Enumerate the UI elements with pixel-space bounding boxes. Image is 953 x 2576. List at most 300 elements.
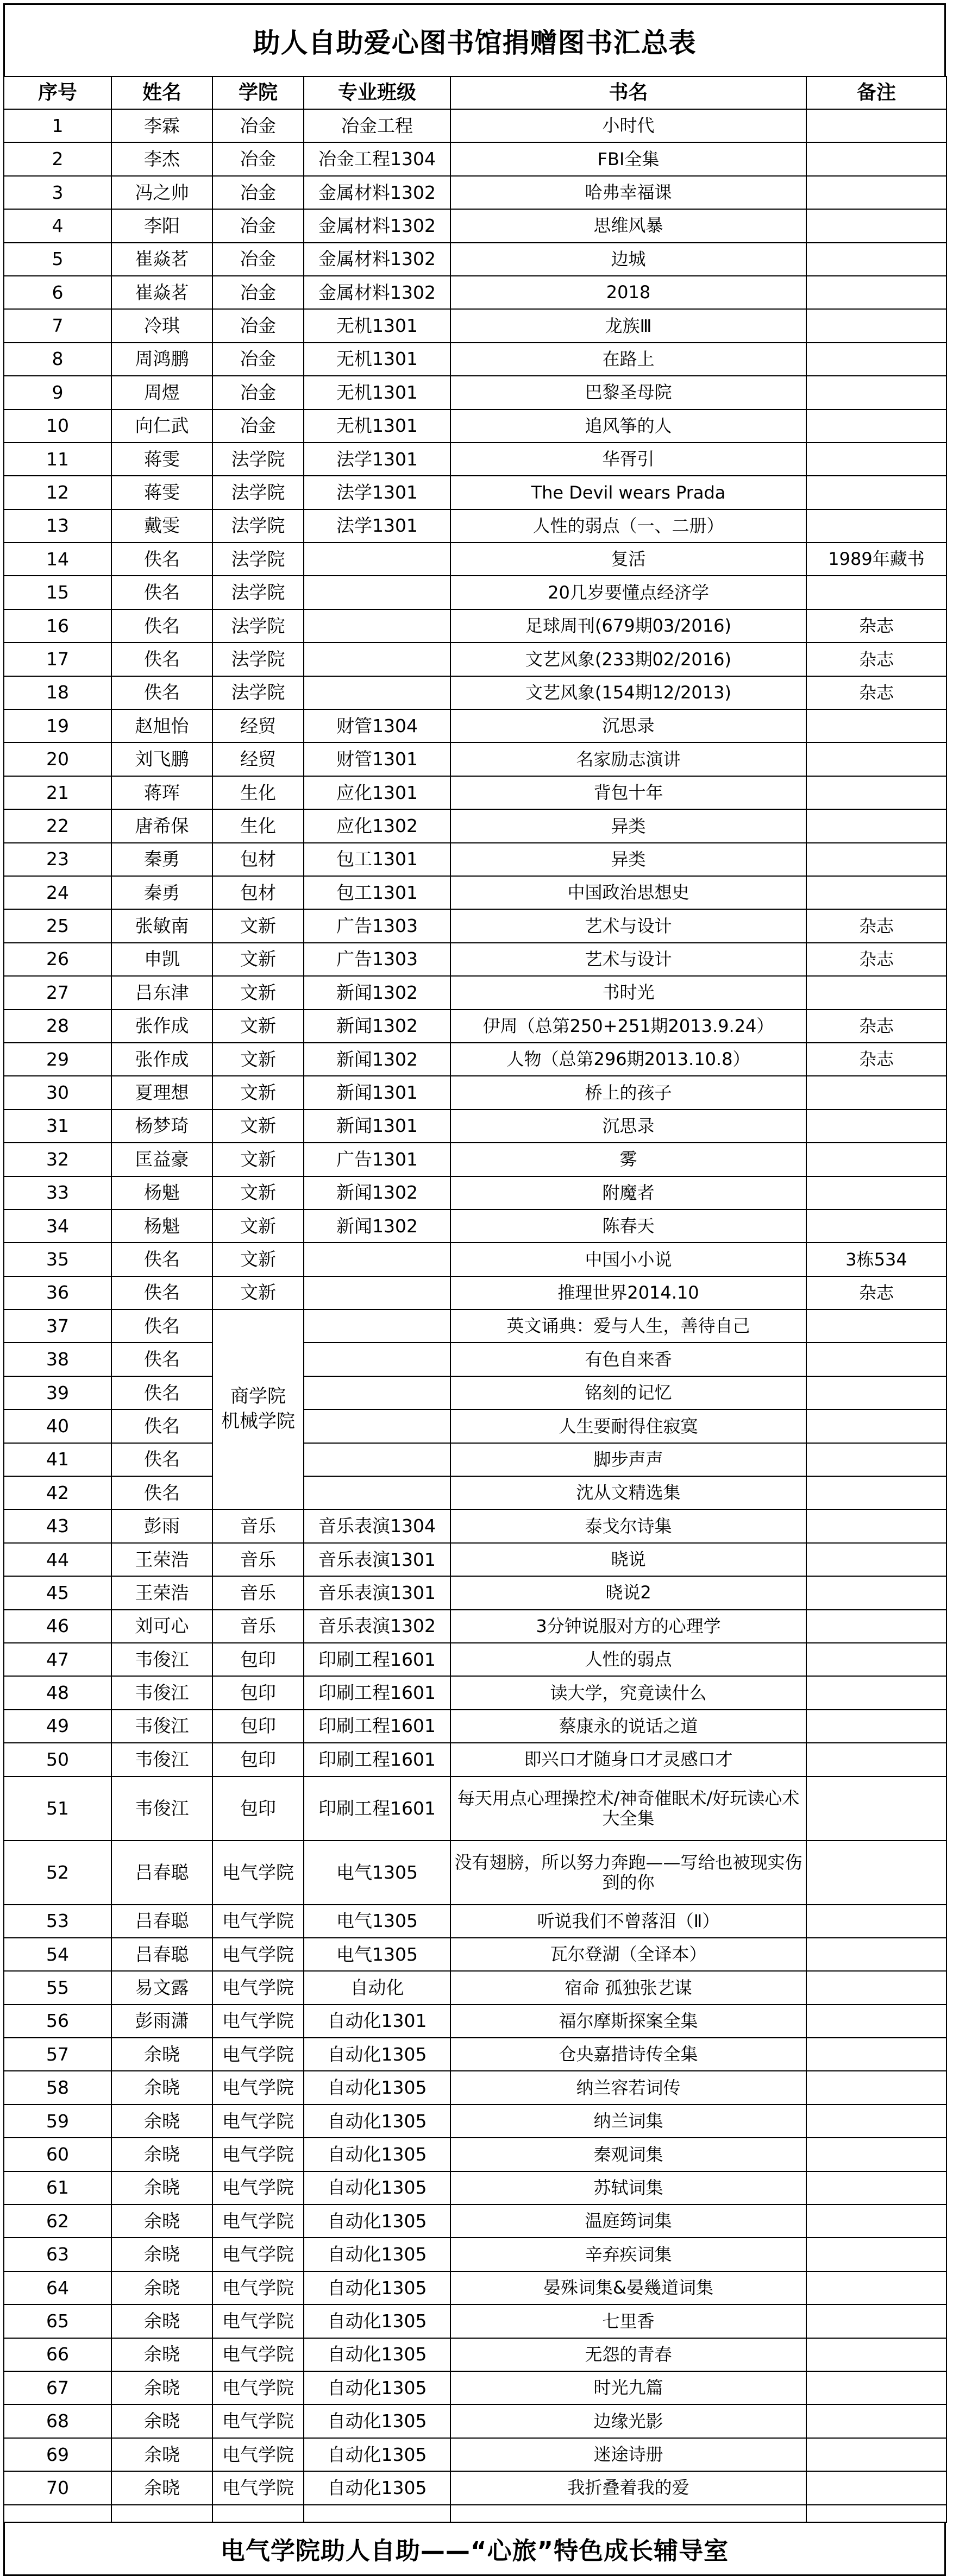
blank-cell bbox=[4, 2505, 111, 2522]
cell-college: 文新 bbox=[212, 1010, 304, 1043]
cell-name: 余晓 bbox=[111, 2171, 212, 2205]
cell-book: 艺术与设计 bbox=[450, 943, 806, 976]
cell-note bbox=[806, 410, 946, 443]
table-row bbox=[4, 1376, 946, 1409]
cell-index: 31 bbox=[4, 1110, 111, 1143]
cell-class: 包工1301 bbox=[304, 876, 450, 909]
cell-college: 电气学院 bbox=[212, 1938, 304, 1971]
table-row bbox=[4, 1971, 946, 2004]
cell-index: 49 bbox=[4, 1710, 111, 1743]
cell-college: 电气学院 bbox=[212, 2171, 304, 2205]
cell-name: 韦俊江 bbox=[111, 1676, 212, 1709]
cell-name: 余晓 bbox=[111, 2371, 212, 2404]
cell-name: 张作成 bbox=[111, 1010, 212, 1043]
cell-note: 杂志 bbox=[806, 909, 946, 942]
cell-note bbox=[806, 1905, 946, 1938]
cell-book: 即兴口才随身口才灵感口才 bbox=[450, 1743, 806, 1776]
page-title: 助人自助爱心图书馆捐赠图书汇总表 bbox=[3, 3, 946, 76]
cell-note bbox=[806, 2171, 946, 2205]
cell-note bbox=[806, 2404, 946, 2438]
cell-index: 10 bbox=[4, 410, 111, 443]
cell-class bbox=[304, 643, 450, 676]
cell-note bbox=[806, 1443, 946, 1476]
cell-note bbox=[806, 742, 946, 776]
cell-name: 佚名 bbox=[111, 1243, 212, 1276]
table-row bbox=[4, 1343, 946, 1376]
cell-book: 思维风暴 bbox=[450, 209, 806, 242]
cell-class: 新闻1302 bbox=[304, 976, 450, 1009]
table-row bbox=[4, 609, 946, 643]
cell-name: 唐希保 bbox=[111, 809, 212, 842]
cell-index: 24 bbox=[4, 876, 111, 909]
cell-note bbox=[806, 1176, 946, 1210]
cell-note: 3栋534 bbox=[806, 1243, 946, 1276]
table-row bbox=[4, 1643, 946, 1676]
cell-name: 周鸿鹏 bbox=[111, 343, 212, 376]
cell-college: 法学院 bbox=[212, 543, 304, 576]
cell-book: 陈春天 bbox=[450, 1210, 806, 1243]
cell-note: 杂志 bbox=[806, 1010, 946, 1043]
table-row bbox=[4, 576, 946, 609]
cell-index: 43 bbox=[4, 1509, 111, 1542]
cell-note bbox=[806, 376, 946, 409]
cell-book: 文艺风象(154期12/2013) bbox=[450, 676, 806, 709]
cell-name: 易文露 bbox=[111, 1971, 212, 2004]
cell-note bbox=[806, 309, 946, 342]
cell-name: 余晓 bbox=[111, 2338, 212, 2371]
cell-book: 晓说2 bbox=[450, 1576, 806, 1609]
cell-note bbox=[806, 1110, 946, 1143]
cell-index: 52 bbox=[4, 1841, 111, 1905]
cell-name: 戴雯 bbox=[111, 509, 212, 543]
cell-college: 电气学院 bbox=[212, 2371, 304, 2404]
cell-note bbox=[806, 1710, 946, 1743]
cell-name: 秦勇 bbox=[111, 876, 212, 909]
cell-name: 佚名 bbox=[111, 1276, 212, 1309]
header-name: 姓名 bbox=[111, 77, 212, 109]
cell-index: 50 bbox=[4, 1743, 111, 1776]
cell-note bbox=[806, 1743, 946, 1776]
cell-book: 纳兰容若词传 bbox=[450, 2071, 806, 2104]
cell-class: 新闻1301 bbox=[304, 1110, 450, 1143]
table-row bbox=[4, 109, 946, 142]
cell-name: 彭雨潇 bbox=[111, 2005, 212, 2038]
cell-college: 电气学院 bbox=[212, 2438, 304, 2471]
cell-note: 杂志 bbox=[806, 609, 946, 643]
cell-college: 电气学院 bbox=[212, 2404, 304, 2438]
cell-name: 佚名 bbox=[111, 1476, 212, 1509]
cell-name: 赵旭怡 bbox=[111, 709, 212, 742]
cell-index: 14 bbox=[4, 543, 111, 576]
table-row bbox=[4, 2404, 946, 2438]
cell-name: 王荣浩 bbox=[111, 1543, 212, 1576]
cell-class: 音乐表演1301 bbox=[304, 1543, 450, 1576]
table-row bbox=[4, 1210, 946, 1243]
cell-college: 电气学院 bbox=[212, 1905, 304, 1938]
cell-note bbox=[806, 2271, 946, 2304]
table-row bbox=[4, 476, 946, 509]
cell-note bbox=[806, 1971, 946, 2004]
cell-note bbox=[806, 2238, 946, 2271]
table-row bbox=[4, 2138, 946, 2171]
table-row bbox=[4, 2471, 946, 2504]
cell-college: 冶金 bbox=[212, 309, 304, 342]
cell-index: 68 bbox=[4, 2404, 111, 2438]
cell-index: 2 bbox=[4, 142, 111, 175]
cell-class: 自动化1305 bbox=[304, 2271, 450, 2304]
cell-name: 秦勇 bbox=[111, 843, 212, 876]
cell-college: 电气学院 bbox=[212, 1841, 304, 1905]
table-row bbox=[4, 843, 946, 876]
cell-name: 向仁武 bbox=[111, 410, 212, 443]
cell-book: 20几岁要懂点经济学 bbox=[450, 576, 806, 609]
cell-index: 59 bbox=[4, 2105, 111, 2138]
cell-book: 瓦尔登湖（全译本） bbox=[450, 1938, 806, 1971]
cell-book: 晏殊词集&晏幾道词集 bbox=[450, 2271, 806, 2304]
cell-name: 余晓 bbox=[111, 2071, 212, 2104]
cell-index: 22 bbox=[4, 809, 111, 842]
cell-class: 自动化1305 bbox=[304, 2338, 450, 2371]
cell-book: 秦观词集 bbox=[450, 2138, 806, 2171]
cell-index: 38 bbox=[4, 1343, 111, 1376]
cell-book: 附魔者 bbox=[450, 1176, 806, 1210]
cell-index: 27 bbox=[4, 976, 111, 1009]
table-row bbox=[4, 410, 946, 443]
table-row bbox=[4, 176, 946, 209]
cell-index: 17 bbox=[4, 643, 111, 676]
cell-index: 40 bbox=[4, 1409, 111, 1443]
cell-index: 6 bbox=[4, 276, 111, 309]
table-row bbox=[4, 1938, 946, 1971]
cell-college: 冶金 bbox=[212, 142, 304, 175]
cell-college: 电气学院 bbox=[212, 2038, 304, 2071]
cell-college: 文新 bbox=[212, 1176, 304, 1210]
cell-book: 小时代 bbox=[450, 109, 806, 142]
cell-index: 64 bbox=[4, 2271, 111, 2304]
cell-class: 自动化1305 bbox=[304, 2404, 450, 2438]
cell-name: 余晓 bbox=[111, 2404, 212, 2438]
cell-class: 新闻1302 bbox=[304, 1210, 450, 1243]
cell-book: 仓央嘉措诗传全集 bbox=[450, 2038, 806, 2071]
table-row bbox=[4, 376, 946, 409]
cell-college: 文新 bbox=[212, 943, 304, 976]
cell-college: 文新 bbox=[212, 1243, 304, 1276]
cell-college: 电气学院 bbox=[212, 2304, 304, 2338]
cell-name: 余晓 bbox=[111, 2238, 212, 2271]
cell-book: 边城 bbox=[450, 243, 806, 276]
cell-note: 杂志 bbox=[806, 943, 946, 976]
cell-name: 李霖 bbox=[111, 109, 212, 142]
blank-cell bbox=[212, 2505, 304, 2522]
blank-cell bbox=[806, 2505, 946, 2522]
cell-note bbox=[806, 976, 946, 1009]
cell-college: 文新 bbox=[212, 1276, 304, 1309]
cell-note bbox=[806, 1841, 946, 1905]
cell-note bbox=[806, 2038, 946, 2071]
table-row bbox=[4, 276, 946, 309]
header-note: 备注 bbox=[806, 77, 946, 109]
cell-class bbox=[304, 1376, 450, 1409]
cell-note bbox=[806, 476, 946, 509]
cell-index: 36 bbox=[4, 1276, 111, 1309]
cell-book: 在路上 bbox=[450, 343, 806, 376]
cell-index: 45 bbox=[4, 1576, 111, 1609]
table-row bbox=[4, 1176, 946, 1210]
cell-note bbox=[806, 1476, 946, 1509]
cell-name: 余晓 bbox=[111, 2138, 212, 2171]
cell-book: 泰戈尔诗集 bbox=[450, 1509, 806, 1542]
table-row bbox=[4, 2038, 946, 2071]
cell-book: 每天用点心理操控术/神奇催眠术/好玩读心术大全集 bbox=[450, 1777, 806, 1841]
cell-note bbox=[806, 2105, 946, 2138]
cell-college: 文新 bbox=[212, 1043, 304, 1076]
cell-class: 无机1301 bbox=[304, 410, 450, 443]
cell-name: 张作成 bbox=[111, 1043, 212, 1076]
cell-class: 包工1301 bbox=[304, 843, 450, 876]
table-row bbox=[4, 1076, 946, 1109]
cell-class: 音乐表演1304 bbox=[304, 1509, 450, 1542]
cell-college: 音乐 bbox=[212, 1543, 304, 1576]
cell-note bbox=[806, 1343, 946, 1376]
cell-index: 34 bbox=[4, 1210, 111, 1243]
cell-book: 推理世界2014.10 bbox=[450, 1276, 806, 1309]
cell-index: 3 bbox=[4, 176, 111, 209]
table-row bbox=[4, 1243, 946, 1276]
cell-name: 蒋雯 bbox=[111, 443, 212, 476]
cell-note bbox=[806, 2371, 946, 2404]
cell-college: 法学院 bbox=[212, 643, 304, 676]
cell-note bbox=[806, 576, 946, 609]
cell-book: 边缘光影 bbox=[450, 2404, 806, 2438]
table-body bbox=[4, 109, 946, 2522]
table-row bbox=[4, 1777, 946, 1841]
cell-book: 巴黎圣母院 bbox=[450, 376, 806, 409]
cell-class bbox=[304, 1309, 450, 1343]
cell-index: 55 bbox=[4, 1971, 111, 2004]
table-row bbox=[4, 1676, 946, 1709]
cell-class: 冶金工程1304 bbox=[304, 142, 450, 175]
table-row bbox=[4, 2338, 946, 2371]
header-row bbox=[4, 77, 946, 109]
cell-college: 音乐 bbox=[212, 1576, 304, 1609]
cell-class: 自动化1305 bbox=[304, 2138, 450, 2171]
cell-note bbox=[806, 509, 946, 543]
cell-class: 自动化1305 bbox=[304, 2438, 450, 2471]
cell-name: 杨梦琦 bbox=[111, 1110, 212, 1143]
cell-index: 30 bbox=[4, 1076, 111, 1109]
cell-name: 吕春聪 bbox=[111, 1905, 212, 1938]
cell-class bbox=[304, 543, 450, 576]
cell-book: 苏轼词集 bbox=[450, 2171, 806, 2205]
cell-college: 法学院 bbox=[212, 443, 304, 476]
cell-index: 37 bbox=[4, 1309, 111, 1343]
cell-index: 18 bbox=[4, 676, 111, 709]
cell-name: 杨魁 bbox=[111, 1210, 212, 1243]
cell-class: 自动化1301 bbox=[304, 2005, 450, 2038]
cell-book: 雾 bbox=[450, 1143, 806, 1176]
cell-book: 文艺风象(233期02/2016) bbox=[450, 643, 806, 676]
cell-note bbox=[806, 109, 946, 142]
cell-name: 佚名 bbox=[111, 1376, 212, 1409]
cell-index: 1 bbox=[4, 109, 111, 142]
cell-class bbox=[304, 1276, 450, 1309]
cell-book: 异类 bbox=[450, 809, 806, 842]
cell-index: 53 bbox=[4, 1905, 111, 1938]
cell-index: 67 bbox=[4, 2371, 111, 2404]
cell-class bbox=[304, 1343, 450, 1376]
blank-cell bbox=[304, 2505, 450, 2522]
table-row bbox=[4, 2171, 946, 2205]
cell-class: 印刷工程1601 bbox=[304, 1676, 450, 1709]
cell-note bbox=[806, 2471, 946, 2504]
cell-name: 周煜 bbox=[111, 376, 212, 409]
cell-note bbox=[806, 276, 946, 309]
cell-class: 金属材料1302 bbox=[304, 243, 450, 276]
header-college: 学院 bbox=[212, 77, 304, 109]
cell-note: 杂志 bbox=[806, 643, 946, 676]
cell-college: 包印 bbox=[212, 1777, 304, 1841]
header-book: 书名 bbox=[450, 77, 806, 109]
donation-table bbox=[3, 76, 947, 2523]
cell-note bbox=[806, 1610, 946, 1643]
table-row bbox=[4, 1743, 946, 1776]
cell-college: 文新 bbox=[212, 1143, 304, 1176]
cell-book: 沉思录 bbox=[450, 709, 806, 742]
cell-book: 人性的弱点 bbox=[450, 1643, 806, 1676]
cell-college: 电气学院 bbox=[212, 2138, 304, 2171]
table-row bbox=[4, 976, 946, 1009]
table-row bbox=[4, 776, 946, 809]
table-row bbox=[4, 243, 946, 276]
cell-name: 吕春聪 bbox=[111, 1938, 212, 1971]
cell-name: 余晓 bbox=[111, 2304, 212, 2338]
table-row bbox=[4, 543, 946, 576]
cell-class: 法学1301 bbox=[304, 443, 450, 476]
cell-index: 65 bbox=[4, 2304, 111, 2338]
cell-class bbox=[304, 1243, 450, 1276]
table-row bbox=[4, 1110, 946, 1143]
cell-book: 龙族Ⅲ bbox=[450, 309, 806, 342]
cell-college: 音乐 bbox=[212, 1509, 304, 1542]
cell-index: 7 bbox=[4, 309, 111, 342]
table-row bbox=[4, 1905, 946, 1938]
cell-class: 新闻1302 bbox=[304, 1010, 450, 1043]
cell-note: 杂志 bbox=[806, 1276, 946, 1309]
table-row bbox=[4, 2005, 946, 2038]
cell-class: 印刷工程1601 bbox=[304, 1710, 450, 1743]
cell-index: 15 bbox=[4, 576, 111, 609]
cell-index: 13 bbox=[4, 509, 111, 543]
cell-book: 宿命 孤独张艺谋 bbox=[450, 1971, 806, 2004]
cell-index: 11 bbox=[4, 443, 111, 476]
table-row bbox=[4, 1576, 946, 1609]
cell-name: 王荣浩 bbox=[111, 1576, 212, 1609]
cell-college: 冶金 bbox=[212, 209, 304, 242]
cell-index: 25 bbox=[4, 909, 111, 942]
cell-book: 华胥引 bbox=[450, 443, 806, 476]
cell-class: 自动化1305 bbox=[304, 2105, 450, 2138]
cell-book: 沈从文精选集 bbox=[450, 1476, 806, 1509]
cell-index: 29 bbox=[4, 1043, 111, 1076]
cell-name: 韦俊江 bbox=[111, 1710, 212, 1743]
cell-class: 自动化1305 bbox=[304, 2371, 450, 2404]
cell-name: 韦俊江 bbox=[111, 1777, 212, 1841]
cell-index: 58 bbox=[4, 2071, 111, 2104]
cell-class: 印刷工程1601 bbox=[304, 1777, 450, 1841]
cell-college: 生化 bbox=[212, 776, 304, 809]
cell-book: 桥上的孩子 bbox=[450, 1076, 806, 1109]
cell-college: 冶金 bbox=[212, 276, 304, 309]
cell-index: 28 bbox=[4, 1010, 111, 1043]
table-row bbox=[4, 2271, 946, 2304]
cell-book: FBI全集 bbox=[450, 142, 806, 175]
cell-name: 崔焱茗 bbox=[111, 276, 212, 309]
table-row bbox=[4, 742, 946, 776]
cell-book: 听说我们不曾落泪（Ⅱ） bbox=[450, 1905, 806, 1938]
cell-class: 法学1301 bbox=[304, 509, 450, 543]
cell-book: 福尔摩斯探案全集 bbox=[450, 2005, 806, 2038]
cell-note bbox=[806, 2071, 946, 2104]
cell-class: 自动化1305 bbox=[304, 2205, 450, 2238]
cell-name: 佚名 bbox=[111, 1409, 212, 1443]
cell-book: 追风筝的人 bbox=[450, 410, 806, 443]
cell-name: 余晓 bbox=[111, 2038, 212, 2071]
cell-name: 张敏南 bbox=[111, 909, 212, 942]
cell-name: 佚名 bbox=[111, 543, 212, 576]
cell-class: 自动化1305 bbox=[304, 2038, 450, 2071]
cell-name: 余晓 bbox=[111, 2105, 212, 2138]
cell-college: 法学院 bbox=[212, 476, 304, 509]
cell-book: 辛弃疾词集 bbox=[450, 2238, 806, 2271]
cell-name: 佚名 bbox=[111, 643, 212, 676]
cell-book: 无怨的青春 bbox=[450, 2338, 806, 2371]
cell-index: 20 bbox=[4, 742, 111, 776]
cell-class: 财管1304 bbox=[304, 709, 450, 742]
cell-index: 48 bbox=[4, 1676, 111, 1709]
table-row bbox=[4, 343, 946, 376]
cell-index: 66 bbox=[4, 2338, 111, 2371]
cell-college: 电气学院 bbox=[212, 2005, 304, 2038]
cell-note bbox=[806, 1576, 946, 1609]
cell-index: 19 bbox=[4, 709, 111, 742]
cell-college: 文新 bbox=[212, 976, 304, 1009]
cell-book: 人生要耐得住寂寞 bbox=[450, 1409, 806, 1443]
cell-class: 电气1305 bbox=[304, 1841, 450, 1905]
cell-book: 中国小小说 bbox=[450, 1243, 806, 1276]
table-row bbox=[4, 1409, 946, 1443]
cell-note bbox=[806, 1376, 946, 1409]
cell-note bbox=[806, 1509, 946, 1542]
header-index: 序号 bbox=[4, 77, 111, 109]
cell-book: 七里香 bbox=[450, 2304, 806, 2338]
cell-note bbox=[806, 2138, 946, 2171]
table-row bbox=[4, 909, 946, 942]
cell-name: 吕东津 bbox=[111, 976, 212, 1009]
blank-cell bbox=[450, 2505, 806, 2522]
cell-college: 电气学院 bbox=[212, 2271, 304, 2304]
cell-name: 冷琪 bbox=[111, 309, 212, 342]
cell-note: 杂志 bbox=[806, 676, 946, 709]
table-row bbox=[4, 943, 946, 976]
cell-book: 艺术与设计 bbox=[450, 909, 806, 942]
cell-index: 61 bbox=[4, 2171, 111, 2205]
cell-class: 广告1303 bbox=[304, 943, 450, 976]
cell-note bbox=[806, 709, 946, 742]
cell-name: 佚名 bbox=[111, 1309, 212, 1343]
cell-class: 印刷工程1601 bbox=[304, 1743, 450, 1776]
blank-row bbox=[4, 2505, 946, 2522]
cell-note bbox=[806, 809, 946, 842]
